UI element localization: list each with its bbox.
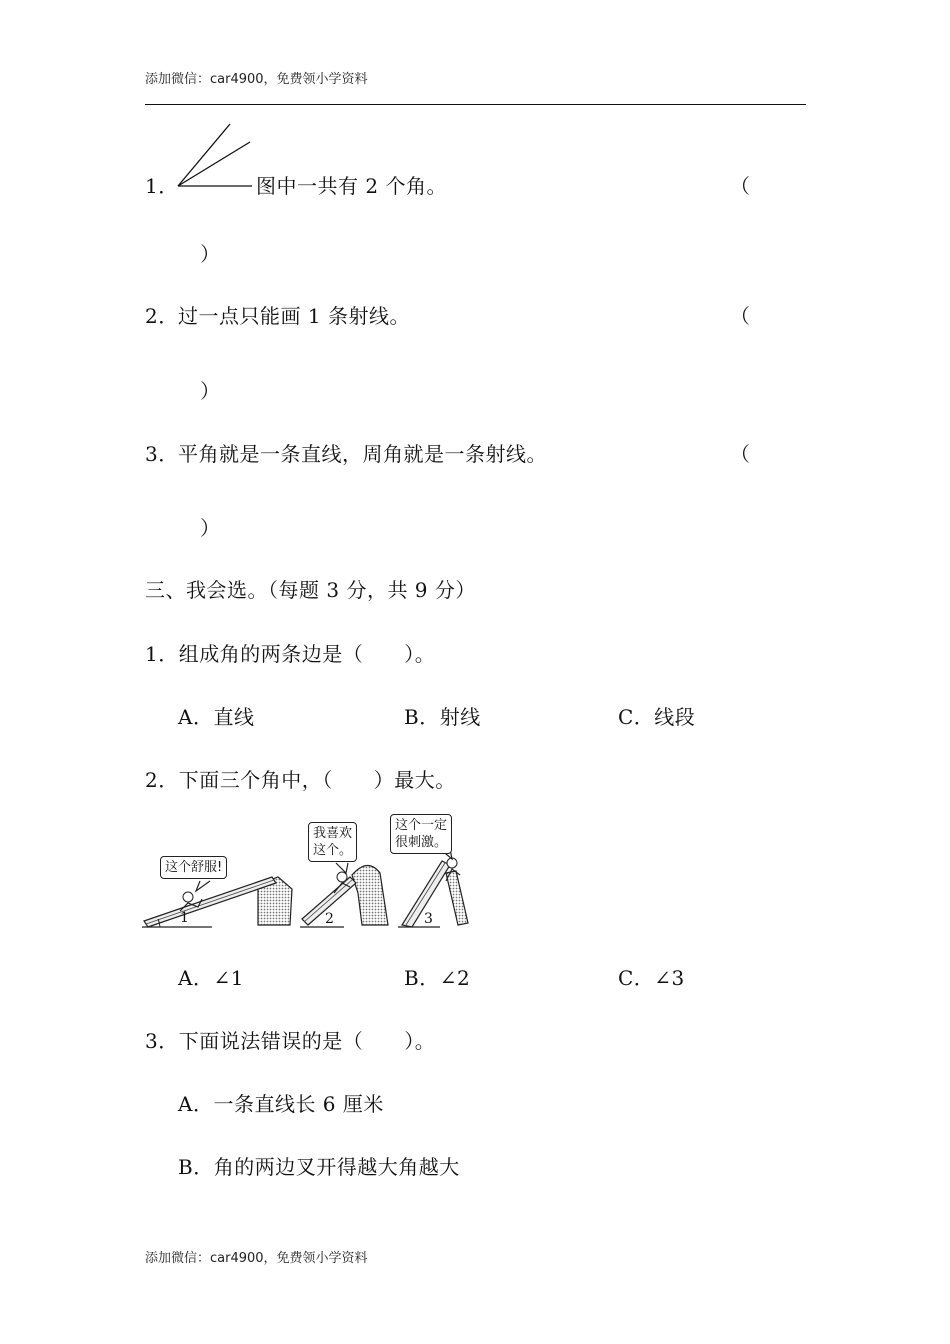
slide-1-bubble: 这个舒服! [160, 856, 227, 879]
q2-option-c: C．∠3 [618, 966, 685, 990]
q1-option-b: B．射线 [404, 705, 481, 729]
q3-option-b: B．角的两边叉开得越大角越大 [178, 1155, 460, 1179]
section-3-title: 三、我会选。（每题 3 分，共 9 分） [145, 578, 476, 602]
slide-1-label: 1 [180, 910, 189, 926]
page-header: 添加微信：car4900，免费领小学资料 [145, 72, 368, 87]
q1-text: 1．组成角的两条边是（ ）。 [145, 642, 436, 666]
q3-option-a: A．一条直线长 6 厘米 [178, 1092, 384, 1116]
judge-1-paren-close: ） [200, 242, 220, 266]
judge-2-number: 2． [145, 304, 179, 328]
slide-1 [142, 877, 292, 927]
slide-3-label: 3 [424, 911, 433, 927]
q2-text: 2．下面三个角中，（ ）最大。 [145, 768, 456, 792]
slide-2-label: 2 [325, 911, 334, 927]
page-footer: 添加微信：car4900，免费领小学资料 [145, 1251, 368, 1266]
header-rule [145, 104, 806, 105]
q2-option-b: B．∠2 [404, 966, 471, 990]
slide-3-bubble: 这个一定 很刺激。 [390, 814, 452, 854]
judge-3-paren-open: （ [730, 442, 750, 466]
q1-option-a: A．直线 [178, 705, 255, 729]
judge-2-paren-close: ） [200, 379, 220, 403]
judge-1-paren-open: （ [730, 174, 750, 198]
q2-option-a: A．∠1 [178, 966, 244, 990]
judge-1-number: 1． [145, 174, 179, 198]
judge-1-text: 图中一共有 2 个角。 [256, 174, 447, 198]
q3-text: 3．下面说法错误的是（ ）。 [145, 1029, 436, 1053]
slide-3 [398, 858, 468, 927]
judge-3-number: 3． [145, 442, 179, 466]
angle-figure [174, 122, 254, 190]
q1-option-c: C．线段 [618, 705, 696, 729]
slide-2 [300, 865, 388, 927]
judge-3-text: 平角就是一条直线，周角就是一条射线。 [178, 442, 547, 466]
judge-2-text: 过一点只能画 1 条射线。 [178, 304, 410, 328]
judge-3-paren-close: ） [200, 516, 220, 540]
slide-2-bubble: 我喜欢 这个。 [308, 822, 357, 862]
judge-2-paren-open: （ [730, 304, 750, 328]
